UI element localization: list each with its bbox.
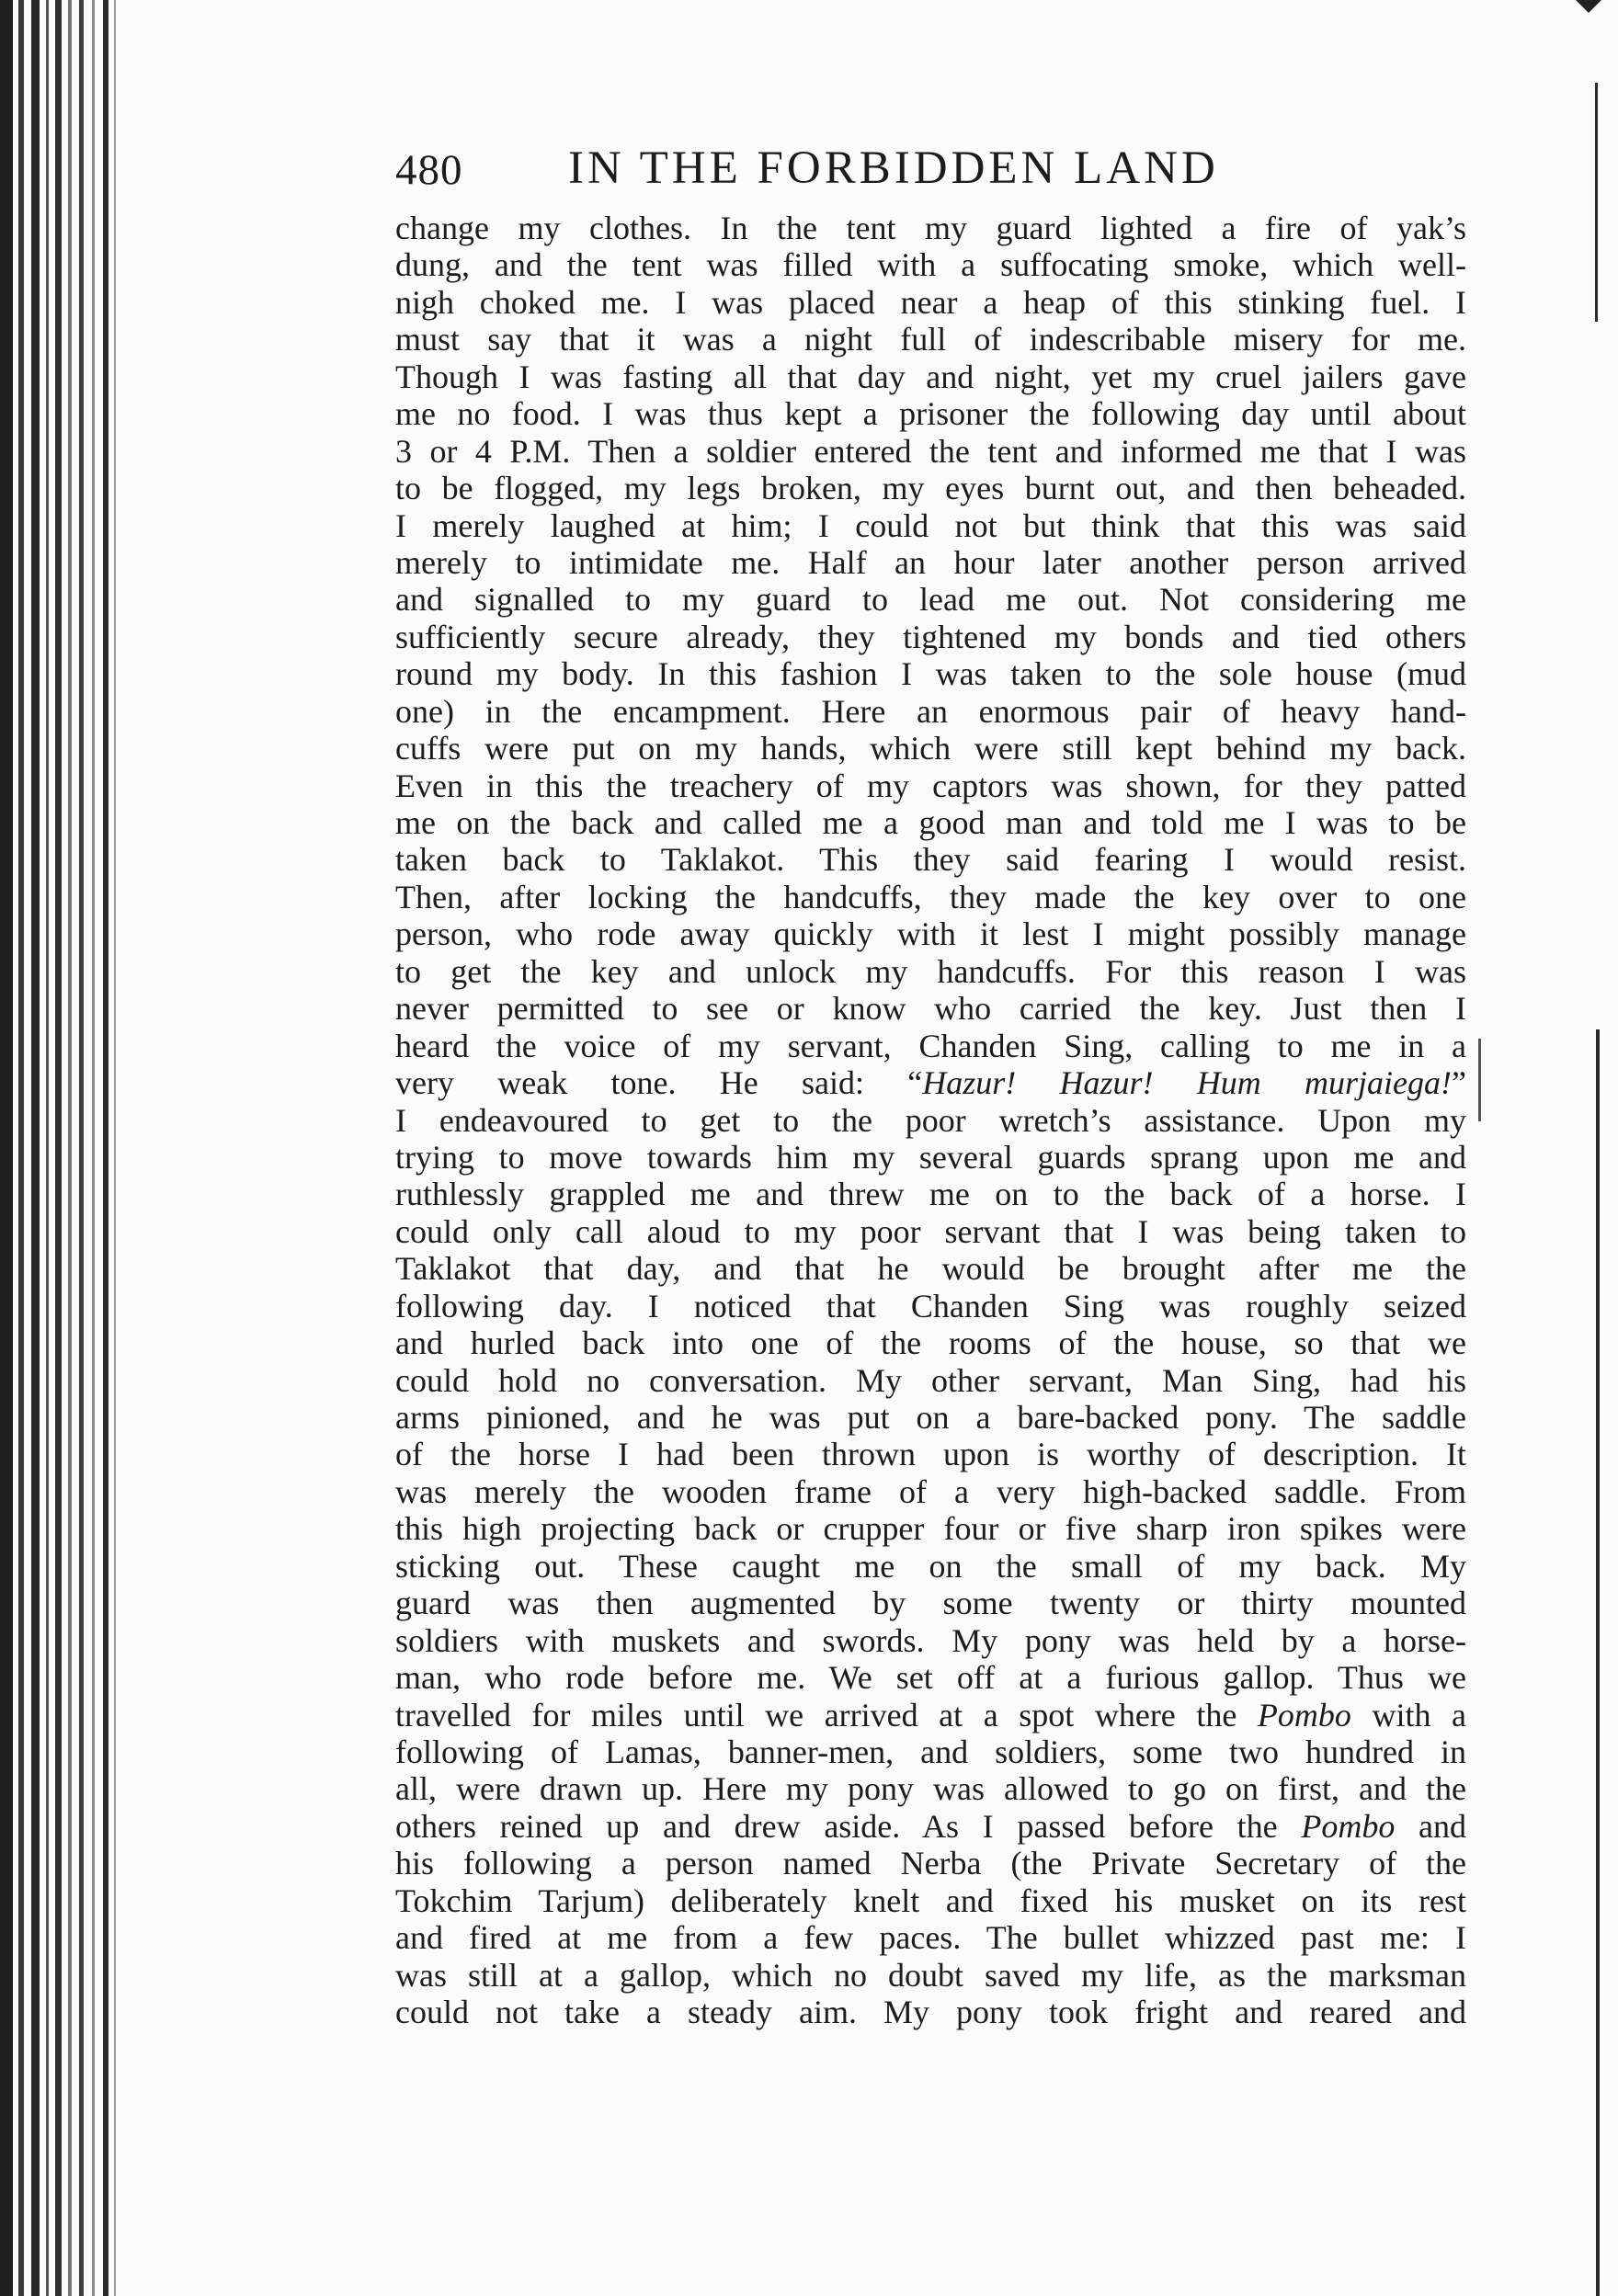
binding-gutter xyxy=(0,0,138,2296)
text-line: merely to intimidate me. Half an hour later another person arrived xyxy=(395,543,1466,581)
text-line: guard was then augmented by some twenty or thirty mounted xyxy=(395,1585,1466,1622)
text-line: I endeavoured to get to the poor wretch’s assistance. Upon my xyxy=(395,1101,1466,1139)
text-line: following of Lamas, banner-men, and soldiers, some two hundred in xyxy=(395,1733,1466,1770)
text-line: 3 or 4 P.M. Then a soldier entered the tent and informed me that I was xyxy=(395,432,1466,470)
page-number: 480 xyxy=(395,146,463,194)
text-line: nigh choked me. I was placed near a heap of this stinking fuel. I xyxy=(395,283,1466,321)
text-line-with-italic-quote: very weak tone. He said: “Hazur! Hazur! Hum murjaiega!” xyxy=(395,1064,1466,1102)
text-line: sufficiently secure already, they tightened my bonds and tied others xyxy=(395,618,1466,655)
text-line: and fired at me from a few paces. The bullet whizzed past me: I xyxy=(395,1919,1466,1957)
text-line: Then, after locking the handcuffs, they made the key over to one xyxy=(395,878,1466,915)
text-line: never permitted to see or know who carried the key. Just then I xyxy=(395,990,1466,1028)
text-line: I merely laughed at him; I could not but think that this was said xyxy=(395,506,1466,544)
text-line: could only call aloud to my poor servant that I was being taken to xyxy=(395,1212,1466,1250)
italic-phrase: Pombo xyxy=(1301,1807,1396,1845)
text-line-with-italic-name: others reined up and drew aside. As I passed before the Pombo and xyxy=(395,1807,1466,1845)
text-line: Tokchim Tarjum) deliberately knelt and fixed his musket on its rest xyxy=(395,1881,1466,1919)
text-line: must say that it was a night full of indescribable misery for me. xyxy=(395,321,1466,358)
text-line: man, who rode before me. We set off at a furious gallop. Thus we xyxy=(395,1659,1466,1697)
text-line: his following a person named Nerba (the Private Secretary of the xyxy=(395,1845,1466,1882)
text-line: soldiers with muskets and swords. My pony was held by a horse- xyxy=(395,1621,1466,1659)
text-line: was still at a gallop, which no doubt saved my life, as the marksman xyxy=(395,1956,1466,1994)
text-line: person, who rode away quickly with it lest I might possibly manage xyxy=(395,915,1466,953)
running-head xyxy=(395,138,1315,202)
text-line: all, were drawn up. Here my pony was allowed to go on first, and the xyxy=(395,1770,1466,1808)
text-line: heard the voice of my servant, Chanden Sing, calling to me in a xyxy=(395,1027,1466,1064)
gutter-scan-marks xyxy=(0,0,138,2296)
text-line: could not take a steady aim. My pony took fright and reared and xyxy=(395,1994,1466,2030)
text-line: and hurled back into one of the rooms of the house, so that we xyxy=(395,1324,1466,1362)
text-line: trying to move towards him my several guards sprang upon me and xyxy=(395,1138,1466,1176)
text-line: following day. I noticed that Chanden Sing was roughly seized xyxy=(395,1287,1466,1324)
text-line: round my body. In this fashion I was taken to the sole house (mud xyxy=(395,655,1466,693)
text-line: change my clothes. In the tent my guard lighted a fire of yak’s xyxy=(395,210,1466,246)
text-line: could hold no conversation. My other servant, Man Sing, had his xyxy=(395,1361,1466,1399)
text-line: Though I was fasting all that day and night, yet my cruel jailers gave xyxy=(395,358,1466,395)
text-line: Taklakot that day, and that he would be brought after me the xyxy=(395,1250,1466,1288)
text-line: Even in this the treachery of my captors was shown, for they patted xyxy=(395,767,1466,804)
text-line: sticking out. These caught me on the small of my back. My xyxy=(395,1547,1466,1585)
italic-phrase: Hazur! Hazur! Hum murjaiega! xyxy=(922,1064,1452,1102)
right-edge-line-top xyxy=(1595,83,1598,322)
text-line: was merely the wooden frame of a very high-backed saddle. From xyxy=(395,1472,1466,1510)
italic-phrase: Pombo xyxy=(1257,1696,1351,1733)
text-line: me on the back and called me a good man and told me I was to be xyxy=(395,804,1466,841)
text-line: taken back to Taklakot. This they said fearing I would resist. xyxy=(395,841,1466,879)
right-margin-tick xyxy=(1478,1039,1481,1121)
text-line: to get the key and unlock my handcuffs. For this reason I was xyxy=(395,952,1466,990)
text-line-with-italic-name: travelled for miles until we arrived at a spot where the Pombo with a xyxy=(395,1696,1466,1733)
body-text xyxy=(395,210,1466,2030)
text-line: of the horse I had been thrown upon is worthy of description. It xyxy=(395,1436,1466,1473)
text-line: and signalled to my guard to lead me out. Not considering me xyxy=(395,581,1466,619)
text-line: arms pinioned, and he was put on a bare-backed pony. The saddle xyxy=(395,1399,1466,1436)
text-line: to be flogged, my legs broken, my eyes burnt out, and then beheaded. xyxy=(395,470,1466,507)
text-line: dung, and the tent was filled with a suffocating smoke, which well- xyxy=(395,246,1466,284)
text-line: one) in the encampment. Here an enormous pair of heavy hand- xyxy=(395,692,1466,730)
text-line: this high projecting back or crupper four or five sharp iron spikes were xyxy=(395,1510,1466,1548)
text-line: ruthlessly grappled me and threw me on to the back of a horse. I xyxy=(395,1176,1466,1213)
text-line: cuffs were put on my hands, which were still kept behind my back. xyxy=(395,730,1466,767)
corner-arrow-mark xyxy=(1576,0,1601,13)
running-title: IN THE FORBIDDEN LAND xyxy=(568,142,1219,194)
right-edge-line-bottom xyxy=(1596,1029,1600,2296)
text-line: me no food. I was thus kept a prisoner the following day until about xyxy=(395,395,1466,433)
